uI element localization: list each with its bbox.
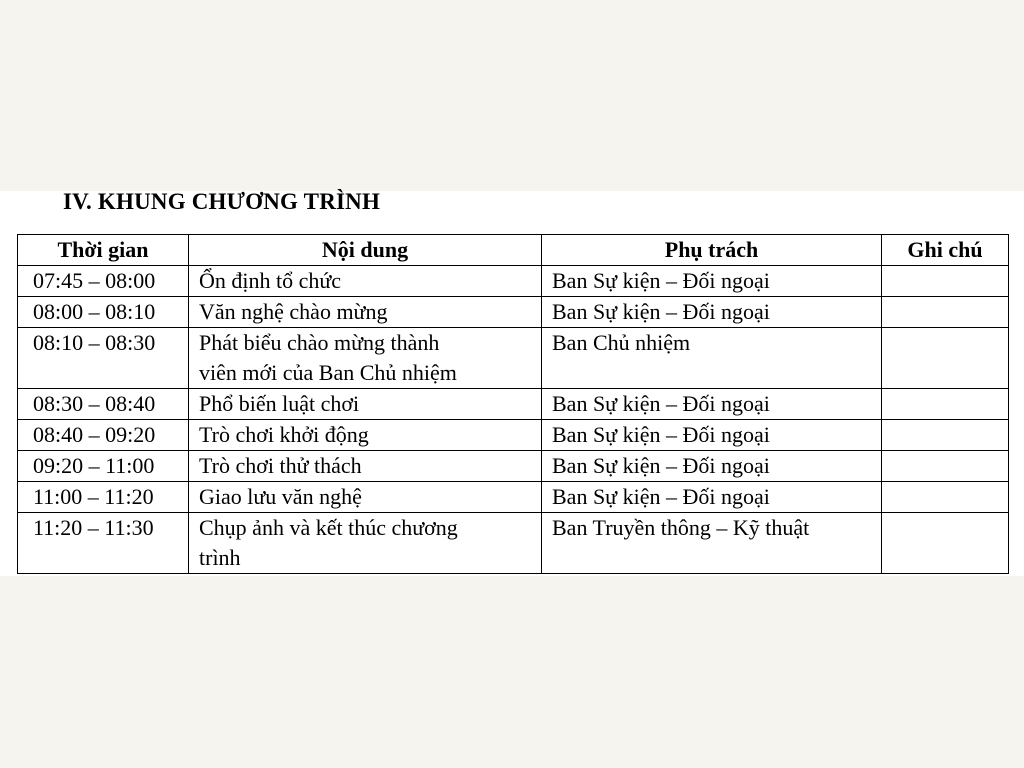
table-header-row bbox=[18, 235, 1009, 266]
note-cell bbox=[882, 328, 1009, 389]
table-row bbox=[18, 420, 1009, 451]
note-cell bbox=[882, 389, 1009, 420]
content-cell: Trò chơi khởi động bbox=[189, 420, 542, 451]
note-cell bbox=[882, 513, 1009, 574]
responsible-cell: Ban Sự kiện – Đối ngoại bbox=[542, 451, 882, 482]
time-cell: 08:00 – 08:10 bbox=[18, 297, 189, 328]
note-cell bbox=[882, 451, 1009, 482]
content-line: Phát biểu chào mừng thành bbox=[199, 330, 440, 355]
table-row bbox=[18, 482, 1009, 513]
section-title: IV. KHUNG CHƯƠNG TRÌNH bbox=[63, 189, 381, 214]
time-cell: 11:20 – 11:30 bbox=[18, 513, 189, 574]
header-time: Thời gian bbox=[18, 235, 189, 266]
time-cell: 09:20 – 11:00 bbox=[18, 451, 189, 482]
content-cell: Ổn định tổ chức bbox=[189, 266, 542, 297]
content-line: trình bbox=[199, 545, 241, 570]
table-row bbox=[18, 328, 1009, 389]
content-line: viên mới của Ban Chủ nhiệm bbox=[199, 360, 457, 385]
content-cell: Trò chơi thử thách bbox=[189, 451, 542, 482]
responsible-cell: Ban Chủ nhiệm bbox=[542, 328, 882, 389]
responsible-cell: Ban Sự kiện – Đối ngoại bbox=[542, 266, 882, 297]
note-cell bbox=[882, 482, 1009, 513]
table-row bbox=[18, 513, 1009, 574]
header-responsible: Phụ trách bbox=[542, 235, 882, 266]
time-cell: 08:40 – 09:20 bbox=[18, 420, 189, 451]
content-cell: Giao lưu văn nghệ bbox=[189, 482, 542, 513]
content-cell: Phổ biến luật chơi bbox=[189, 389, 542, 420]
table-row bbox=[18, 297, 1009, 328]
header-content: Nội dung bbox=[189, 235, 542, 266]
note-cell bbox=[882, 420, 1009, 451]
schedule-table bbox=[17, 234, 1009, 574]
note-cell bbox=[882, 297, 1009, 328]
note-cell bbox=[882, 266, 1009, 297]
table-row bbox=[18, 266, 1009, 297]
time-cell: 08:10 – 08:30 bbox=[18, 328, 189, 389]
time-cell: 07:45 – 08:00 bbox=[18, 266, 189, 297]
time-cell: 08:30 – 08:40 bbox=[18, 389, 189, 420]
responsible-cell: Ban Sự kiện – Đối ngoại bbox=[542, 482, 882, 513]
content-cell bbox=[189, 328, 542, 389]
content-cell: Văn nghệ chào mừng bbox=[189, 297, 542, 328]
time-cell: 11:00 – 11:20 bbox=[18, 482, 189, 513]
responsible-cell: Ban Truyền thông – Kỹ thuật bbox=[542, 513, 882, 574]
responsible-cell: Ban Sự kiện – Đối ngoại bbox=[542, 297, 882, 328]
table-row bbox=[18, 451, 1009, 482]
responsible-cell: Ban Sự kiện – Đối ngoại bbox=[542, 389, 882, 420]
content-line: Chụp ảnh và kết thúc chương bbox=[199, 515, 458, 540]
content-cell bbox=[189, 513, 542, 574]
header-note: Ghi chú bbox=[882, 235, 1009, 266]
table-row bbox=[18, 389, 1009, 420]
responsible-cell: Ban Sự kiện – Đối ngoại bbox=[542, 420, 882, 451]
